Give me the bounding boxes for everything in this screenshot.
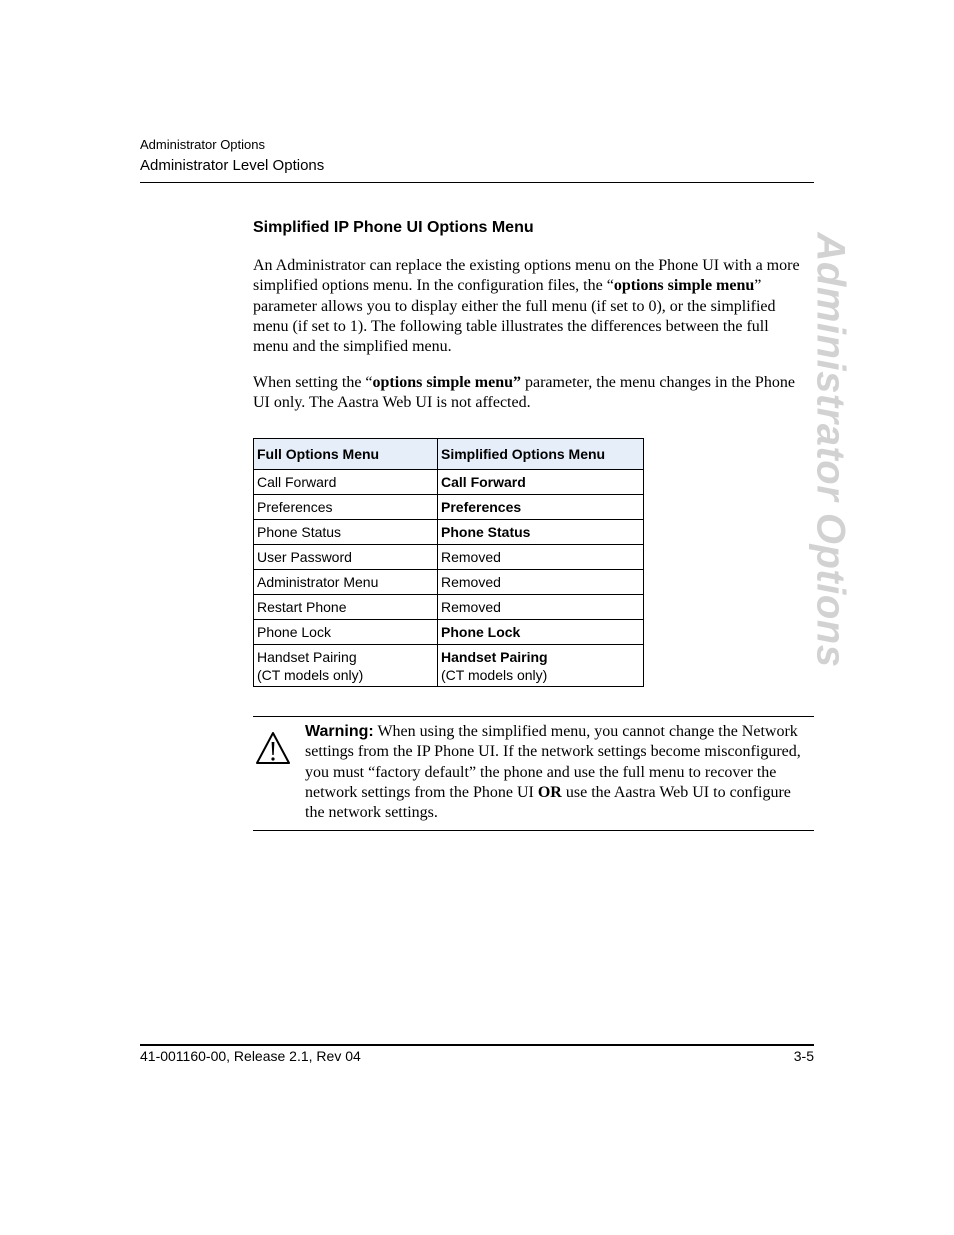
table-row: [254, 495, 644, 520]
simplified-option-note: (CT models only): [441, 666, 548, 683]
note-paragraph: [253, 373, 808, 414]
simplified-option-label: Removed: [441, 599, 501, 615]
intro-text-1: An Administrator can replace the existing options menu on the Phone UI with a more simplified options menu. In the configuration files, the “: [253, 257, 800, 295]
full-option-label: Call Forward: [257, 474, 337, 490]
full-option-label: Phone Lock: [257, 624, 331, 640]
cell-full-option: [254, 570, 438, 595]
simplified-option-label: Preferences: [441, 499, 522, 515]
table-row: [254, 645, 644, 687]
cell-full-option: [254, 545, 438, 570]
full-option-label: Preferences: [257, 499, 333, 515]
full-option-label: Restart Phone: [257, 599, 347, 615]
cell-full-option: [254, 520, 438, 545]
warning-emphasis: OR: [537, 783, 562, 801]
note-text-2: parameter, the menu changes in the Phone UI only. The Aastra Web UI is not affected.: [253, 374, 795, 412]
simplified-option-label: Call Forward: [441, 474, 526, 490]
simplified-option-label: Removed: [441, 549, 501, 565]
table-row: [254, 520, 644, 545]
side-tab-label: Administrator Options: [808, 232, 853, 668]
intro-paragraph: [253, 256, 808, 357]
table-header-row: [254, 439, 644, 470]
full-option-label: Administrator Menu: [257, 574, 379, 590]
full-option-label: Phone Status: [257, 524, 342, 540]
simplified-option-label: Removed: [441, 574, 501, 590]
table-row: [254, 595, 644, 620]
cell-simplified-option: [438, 645, 644, 687]
running-header-chapter: Administrator Options: [140, 137, 265, 152]
section-title: Simplified IP Phone UI Options Menu: [253, 219, 534, 236]
cell-full-option: [254, 620, 438, 645]
warning-top-rule: [253, 716, 814, 717]
note-text-1: When setting the “: [253, 374, 373, 391]
footer-page-number: 3-5: [793, 1048, 814, 1064]
cell-full-option: [254, 495, 438, 520]
warning-text-2: use the Aastra Web UI to configure the network settings.: [305, 783, 791, 822]
running-header-section: Administrator Level Options: [140, 157, 325, 174]
full-option-label: Handset Pairing: [257, 648, 357, 665]
warning-triangle-icon: [254, 730, 292, 766]
simplified-option-label: Phone Lock: [441, 624, 521, 640]
footer-doc-id: 41-001160-00, Release 2.1, Rev 04: [140, 1048, 361, 1064]
warning-text-1: When using the simplified menu, you cannot change the Network settings from the IP Phone UI. If the network settings become misconfigured, you must “factory default” the phone and use the full menu to recover the network settings from the Phone UI: [305, 723, 801, 801]
simplified-option-label: Phone Status: [441, 524, 531, 540]
cell-full-option: [254, 595, 438, 620]
cell-simplified-option: [438, 520, 644, 545]
cell-simplified-option: [438, 595, 644, 620]
full-option-note: (CT models only): [257, 666, 364, 683]
table-row: [254, 545, 644, 570]
table-body: [254, 470, 644, 687]
cell-simplified-option: [438, 570, 644, 595]
intro-text-2: ” parameter allows you to display either the full menu (if set to 0), or the simplified menu (if set to 1). The following table illustrates the differences between the full menu and the simplified menu.: [253, 277, 776, 356]
column-header-simplified: Simplified Options Menu: [438, 439, 644, 470]
table-row: [254, 620, 644, 645]
intro-param-name: options simple menu: [613, 277, 755, 295]
column-header-full: Full Options Menu: [254, 439, 438, 470]
cell-simplified-option: [438, 470, 644, 495]
footer-rule: [140, 1044, 814, 1046]
full-option-label: User Password: [257, 549, 352, 565]
simplified-option-label: Handset Pairing: [441, 648, 548, 665]
warning-text: [305, 722, 805, 823]
cell-full-option: [254, 645, 438, 687]
warning-bottom-rule: [253, 830, 814, 831]
table-row: [254, 470, 644, 495]
cell-simplified-option: [438, 545, 644, 570]
header-rule: [140, 182, 814, 183]
options-comparison-table: [253, 438, 644, 687]
cell-simplified-option: [438, 495, 644, 520]
warning-label: Warning:: [305, 723, 374, 740]
cell-simplified-option: [438, 620, 644, 645]
note-param-name: options simple menu”: [372, 374, 521, 391]
cell-full-option: [254, 470, 438, 495]
table-row: [254, 570, 644, 595]
